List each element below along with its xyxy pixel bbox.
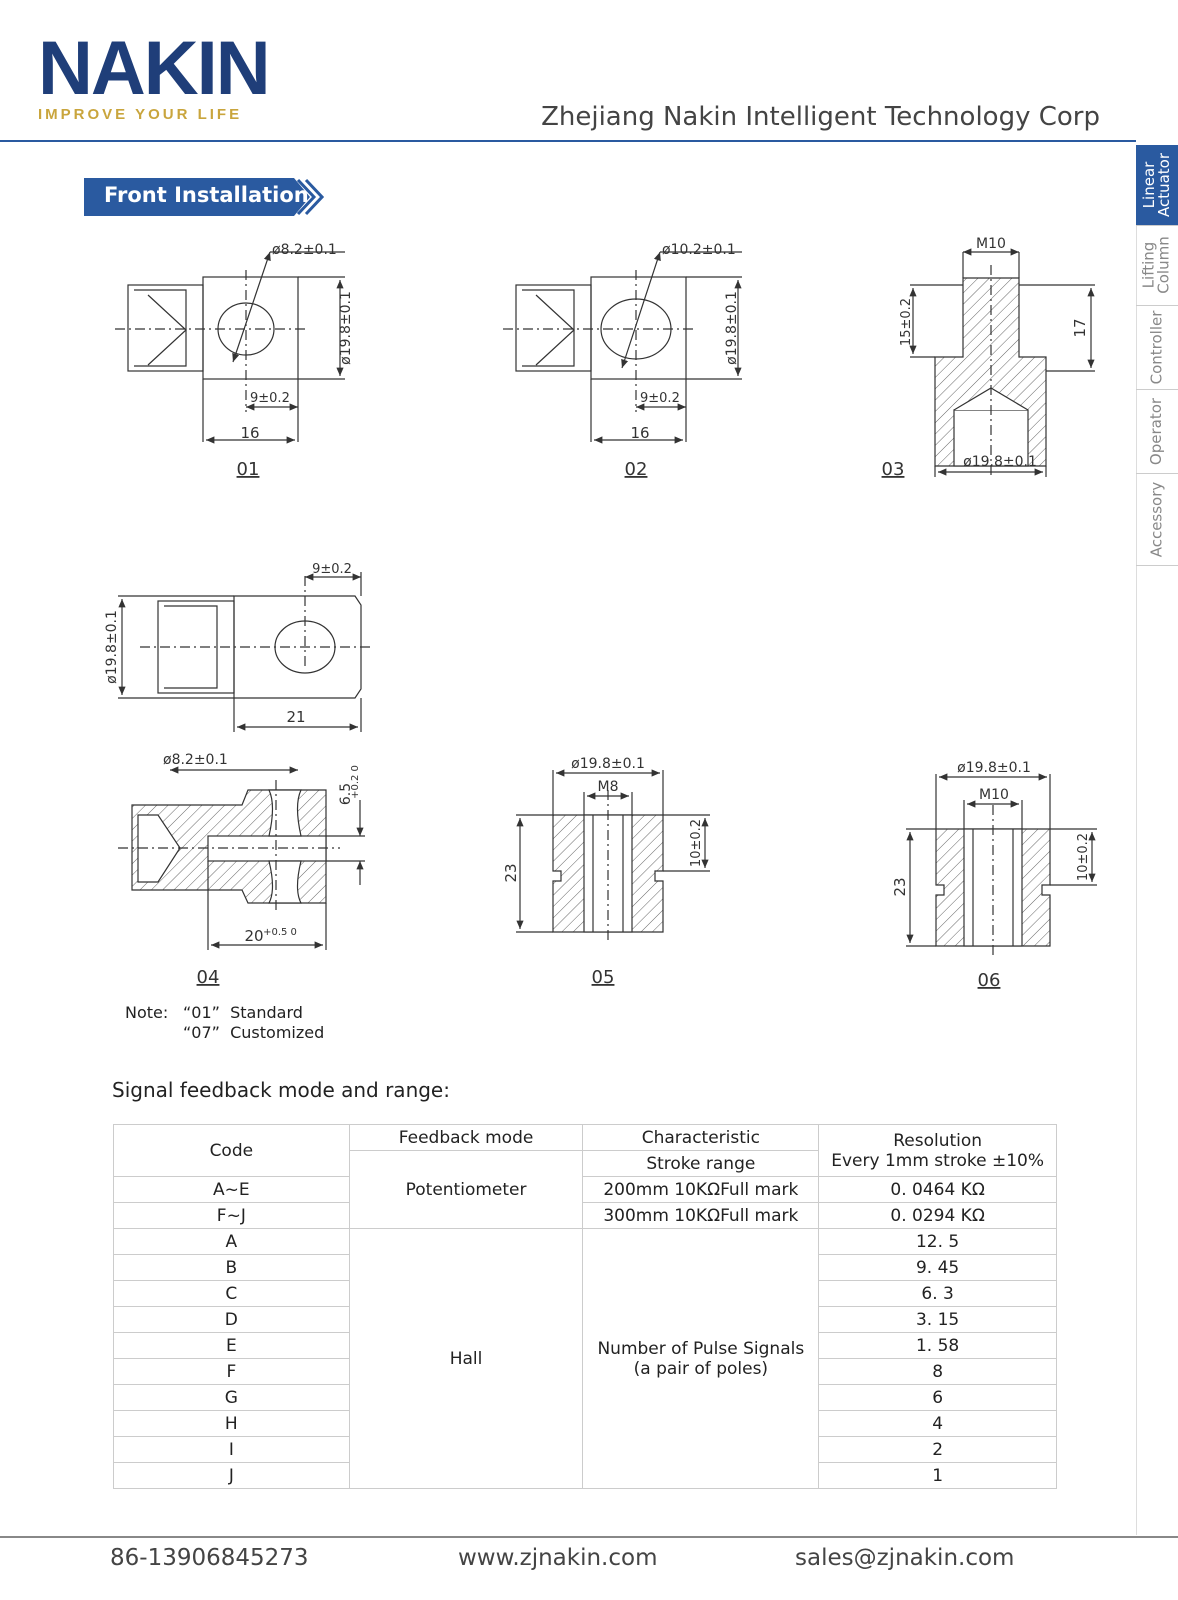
mode-hall: Hall (349, 1229, 583, 1489)
mode-potentiometer: Potentiometer (349, 1151, 583, 1229)
signal-feedback-table (113, 1124, 1057, 1489)
drawing-label-04: 04 (196, 967, 220, 988)
logo-tagline: IMPROVE YOUR LIFE (38, 106, 243, 123)
dim-01-height: ø19.8±0.1 (338, 291, 354, 365)
cell-stroke: 200mm 10KΩFull mark (583, 1177, 819, 1203)
header-feedback-mode: Feedback mode (349, 1125, 583, 1151)
dim-01-hole: ø8.2±0.1 (272, 242, 337, 258)
cell-resolution: 2 (819, 1437, 1057, 1463)
dim-04-length-tol: +0.5 0 (263, 927, 297, 938)
sidebar-tab-label: Lifting (1140, 241, 1159, 289)
sidebar-tab-label: Operator (1147, 397, 1166, 465)
table-row (114, 1177, 1057, 1203)
dim-04-slot-tol: +0.2 0 (350, 765, 361, 799)
sidebar-tab-accessory[interactable] (1136, 473, 1178, 566)
hall-characteristic-line1: Number of Pulse Signals (597, 1338, 805, 1359)
drawing-05 (516, 770, 710, 942)
dim-05-height: 23 (502, 863, 520, 883)
header-characteristic: Characteristic (583, 1125, 819, 1151)
cell-code: J (114, 1463, 350, 1489)
sidebar-tab-lifting-column[interactable] (1136, 225, 1178, 306)
company-name: Zhejiang Nakin Intelligent Technology Corp (541, 102, 1100, 132)
dim-04-hole: ø8.2±0.1 (163, 752, 228, 768)
cell-code: G (114, 1385, 350, 1411)
dim-05-diameter: ø19.8±0.1 (571, 756, 645, 772)
header-stroke-range: Stroke range (583, 1151, 819, 1177)
dim-03-height: 17 (1071, 318, 1089, 338)
dim-01-length: 16 (240, 424, 260, 442)
drawing-07 (118, 572, 372, 732)
drawing-label-06: 06 (977, 970, 1001, 991)
hall-characteristic (583, 1229, 819, 1489)
note-line-customized: “07” Customized (183, 1023, 325, 1042)
dim-02-length: 16 (630, 424, 650, 442)
signal-section-title: Signal feedback mode and range: (112, 1078, 450, 1102)
drawing-label-01: 01 (236, 459, 260, 480)
dim-07-height: ø19.8±0.1 (104, 610, 120, 684)
cell-resolution: 1. 58 (819, 1333, 1057, 1359)
hall-characteristic-line2: (a pair of poles) (633, 1358, 769, 1379)
section-title: Front Installation (104, 183, 309, 207)
header-resolution (819, 1125, 1057, 1177)
dim-03-depth: 15±0.2 (899, 297, 914, 347)
cell-code: C (114, 1281, 350, 1307)
cell-code: D (114, 1307, 350, 1333)
header-resolution-title: Resolution (893, 1130, 983, 1151)
sidebar-tab-label: Accessory (1147, 481, 1166, 557)
dim-05-depth: 10±0.2 (689, 818, 704, 868)
footer-phone: 86-13906845273 (110, 1545, 309, 1571)
dim-06-thread: M10 (979, 787, 1009, 803)
dim-03-thread: M10 (976, 236, 1006, 252)
cell-resolution: 6. 3 (819, 1281, 1057, 1307)
cell-code: A~E (114, 1177, 350, 1203)
cell-resolution: 6 (819, 1385, 1057, 1411)
dim-06-diameter: ø19.8±0.1 (957, 760, 1031, 776)
dim-02-hole: ø10.2±0.1 (662, 242, 736, 258)
sidebar-tab-label: Linear (1140, 161, 1158, 209)
cell-code: I (114, 1437, 350, 1463)
dim-02-offset: 9±0.2 (640, 391, 680, 406)
note-line-standard: “01” Standard (183, 1003, 303, 1022)
cell-resolution: 3. 15 (819, 1307, 1057, 1333)
cell-resolution: 8 (819, 1359, 1057, 1385)
sidebar-tab-label: Controller (1147, 310, 1166, 384)
cell-resolution: 12. 5 (819, 1229, 1057, 1255)
sidebar-tab-label: Actuator (1155, 152, 1173, 218)
table-row (114, 1203, 1057, 1229)
dim-06-height: 23 (891, 877, 909, 897)
sidebar-tab-controller[interactable] (1136, 305, 1178, 390)
footer-website[interactable]: www.zjnakin.com (458, 1545, 658, 1571)
sidebar-tab-linear-actuator[interactable] (1136, 145, 1178, 226)
cell-resolution: 9. 45 (819, 1255, 1057, 1281)
drawing-02 (503, 252, 742, 442)
dim-05-thread: M8 (597, 779, 619, 795)
dim-07-length: 21 (286, 708, 306, 726)
sidebar-tab-label: Column (1155, 236, 1174, 294)
header-resolution-sub: Every 1mm stroke ±10% (831, 1150, 1044, 1171)
dim-01-offset: 9±0.2 (250, 391, 290, 406)
dim-04-length: 20 (244, 927, 264, 945)
sidebar-tab-operator[interactable] (1136, 389, 1178, 474)
note-label: Note: (125, 1003, 169, 1022)
dim-07-offset: 9±0.2 (312, 562, 352, 577)
cell-code: E (114, 1333, 350, 1359)
drawing-label-02: 02 (624, 459, 648, 480)
footer-divider (0, 1536, 1178, 1538)
cell-resolution: 1 (819, 1463, 1057, 1489)
footer-email[interactable]: sales@zjnakin.com (795, 1545, 1015, 1571)
drawing-03 (910, 252, 1095, 477)
dim-03-diameter: ø19.8±0.1 (963, 454, 1037, 470)
drawing-label-03: 03 (881, 459, 905, 480)
cell-code: A (114, 1229, 350, 1255)
cell-code: F (114, 1359, 350, 1385)
cell-code: B (114, 1255, 350, 1281)
cell-code: F~J (114, 1203, 350, 1229)
cell-resolution: 4 (819, 1411, 1057, 1437)
cell-resolution: 0. 0294 KΩ (819, 1203, 1057, 1229)
dim-06-depth: 10±0.2 (1076, 832, 1091, 882)
logo-text: NAKIN (38, 26, 269, 111)
cell-resolution: 0. 0464 KΩ (819, 1177, 1057, 1203)
installation-note (125, 1003, 324, 1043)
category-sidebar (1136, 145, 1178, 565)
drawing-01 (115, 252, 345, 442)
drawing-label-05: 05 (591, 967, 615, 988)
cell-stroke: 300mm 10KΩFull mark (583, 1203, 819, 1229)
drawing-04 (118, 770, 365, 950)
dim-04-slot: 6.5 (338, 782, 354, 806)
dim-02-height: ø19.8±0.1 (724, 291, 740, 365)
cell-code: H (114, 1411, 350, 1437)
header-code: Code (114, 1125, 350, 1177)
table-row (114, 1229, 1057, 1255)
